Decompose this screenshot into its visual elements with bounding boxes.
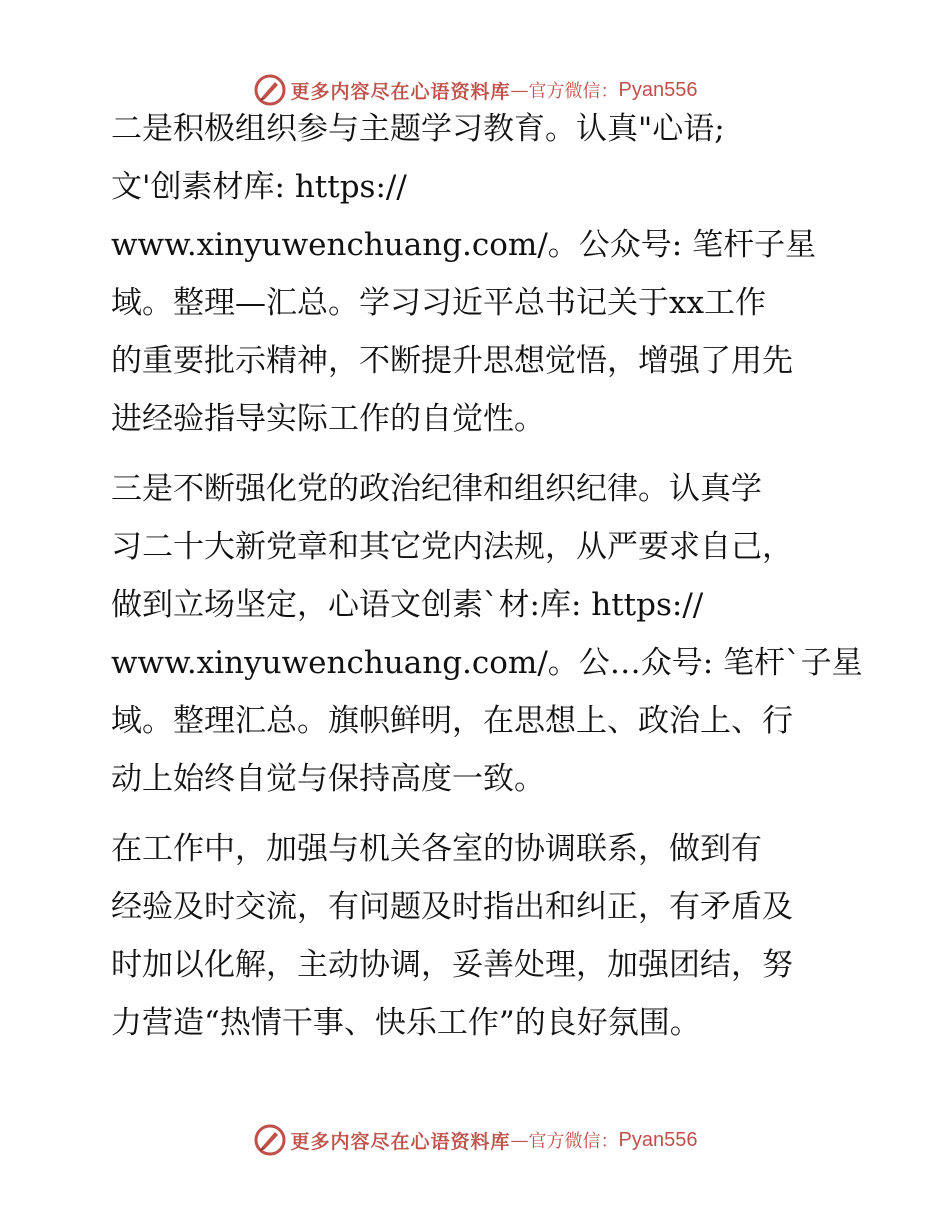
paragraph-3 — [97, 820, 857, 1052]
text-line: 经验及时交流，有问题及时指出和纠正，有矛盾及 — [111, 889, 793, 925]
document-body — [97, 100, 863, 1052]
text-line: 进经验指导实际工作的自觉性。 — [111, 401, 545, 437]
text-line: 力营造“热情干事、快乐工作”的良好氛围。 — [111, 1005, 701, 1041]
paragraph-2 — [97, 460, 863, 808]
footer-banner — [0, 1120, 950, 1160]
text-line: 二是积极组织参与主题学习教育。认真"心语; — [111, 111, 725, 147]
text-line: 域。整理汇总。旗帜鲜明，在思想上、政治上、行 — [111, 703, 793, 739]
banner-dash: — — [510, 79, 529, 101]
banner-wechat-id: Pyan556 — [618, 1128, 698, 1151]
text-line: 文'创素材库: https:// — [111, 169, 407, 205]
banner-main-text: 更多内容尽在心语资料库 — [290, 1130, 511, 1153]
text-line: 时加以化解，主动协调，妥善处理，加强团结，努 — [111, 947, 793, 983]
paragraph-1 — [97, 100, 857, 448]
text-line: www.xinyuwenchuang.com/。公众号: 笔杆子星 — [111, 227, 817, 263]
banner-main-text: 更多内容尽在心语资料库 — [290, 80, 511, 103]
text-line: 动上始终自觉与保持高度一致。 — [111, 761, 545, 797]
text-line: 三是不断强化党的政治纪律和组织纪律。认真学 — [111, 471, 762, 507]
text-line: 做到立场坚定，心语文创素`材:库: https:// — [111, 587, 704, 623]
banner-sub-text: 官方微信： — [528, 1131, 619, 1152]
text-line: 域。整理—汇总。学习习近平总书记关于xx工作 — [111, 285, 766, 321]
text-line: 习二十大新党章和其它党内法规，从严要求自己， — [111, 529, 793, 565]
text-line: 的重要批示精神，不断提升思想觉悟，增强了用先 — [111, 343, 793, 379]
banner-sub-text: 官方微信： — [528, 81, 619, 102]
quill-logo-icon — [253, 1123, 287, 1157]
text-line: www.xinyuwenchuang.com/。公…众号: 笔杆`子星 — [111, 645, 863, 681]
banner-wechat-id: Pyan556 — [618, 78, 698, 101]
text-line: 在工作中，加强与机关各室的协调联系，做到有 — [111, 831, 762, 867]
banner-dash: — — [510, 1129, 529, 1151]
